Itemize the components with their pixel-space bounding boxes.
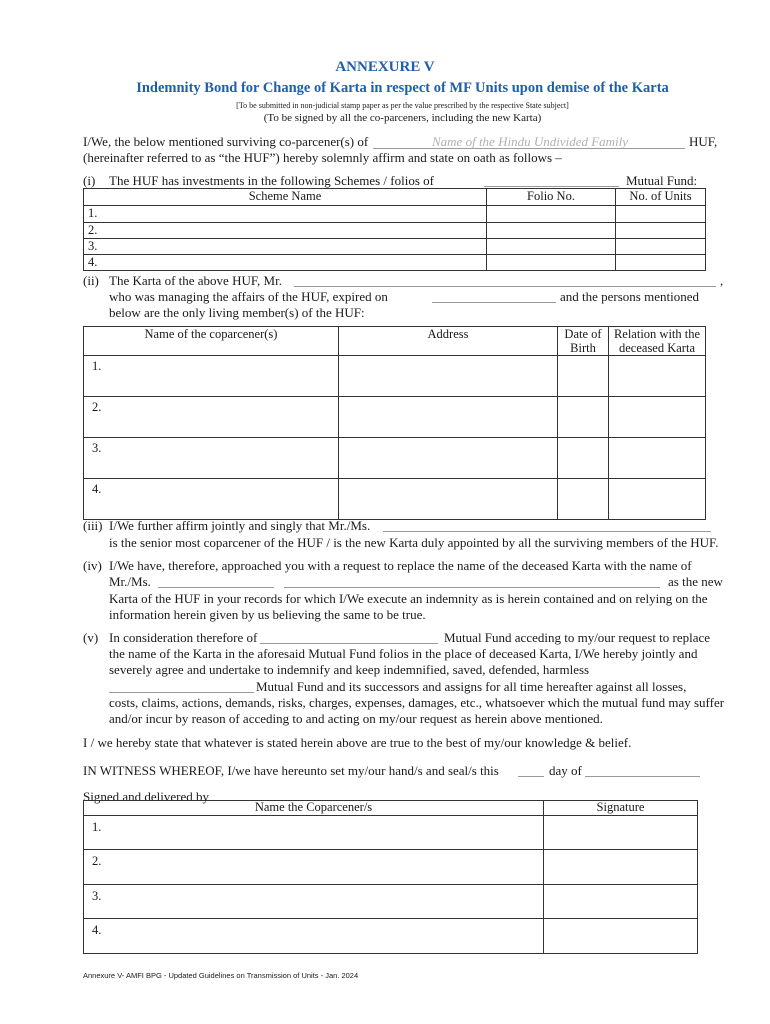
folio-cell[interactable]	[487, 206, 616, 223]
relation-cell[interactable]	[609, 479, 706, 520]
annexure-heading: ANNEXURE V	[335, 59, 435, 75]
folio-cell[interactable]	[487, 239, 616, 255]
truth-statement: I / we hereby state that whatever is stated herein above are true to the best of my/our knowledge & belief.	[83, 735, 632, 750]
address-header: Address	[339, 327, 558, 356]
section-v-line1-suffix: Mutual Fund acceding to my/our request to replace	[444, 630, 711, 645]
folio-header: Folio No.	[487, 189, 616, 206]
scheme-name-header: Scheme Name	[84, 189, 487, 206]
section-v-line5: costs, claims, actions, demands, risks, charges, expenses, damages, etc., whatsoever which the mutual fund may suffer	[109, 695, 725, 710]
section-v-line3: severely agree and undertake to indemnify and keep indemnified, saved, defended, harmless	[109, 662, 590, 677]
section-ii-number: (ii)	[83, 273, 99, 288]
table-row	[84, 816, 698, 850]
section-v-line6: and/or incur by reason of acceding to and acting on my/our request as herein above mentioned.	[109, 711, 603, 726]
row-number: 4.	[84, 919, 544, 954]
intro-line1-prefix: I/We, the below mentioned surviving co-parcener(s) of	[83, 134, 369, 149]
section-i-text: The HUF has investments in the following Schemes / folios of	[109, 173, 434, 188]
mutual-fund-field-v1[interactable]	[260, 643, 438, 644]
folio-cell[interactable]	[487, 223, 616, 239]
section-i-number: (i)	[83, 173, 96, 188]
relation-cell[interactable]	[609, 397, 706, 438]
relation-cell[interactable]	[609, 356, 706, 397]
table-row	[84, 850, 698, 885]
row-number: 4.	[84, 255, 487, 271]
row-number: 1.	[84, 206, 487, 223]
day-field[interactable]	[518, 776, 544, 777]
folio-cell[interactable]	[487, 255, 616, 271]
section-iv-line2-prefix: Mr./Ms.	[109, 574, 151, 589]
section-iv-line1: I/We have, therefore, approached you with a request to replace the name of the deceased Karta with the name of	[109, 558, 692, 573]
signature-header: Signature	[544, 801, 698, 816]
row-number: 3.	[84, 239, 487, 255]
signature-cell[interactable]	[544, 850, 698, 885]
row-number: 3.	[84, 885, 544, 919]
table-row	[84, 479, 706, 520]
dob-cell[interactable]	[558, 356, 609, 397]
signing-note: (To be signed by all the co-parceners, including the new Karta)	[263, 112, 542, 124]
units-cell[interactable]	[616, 239, 706, 255]
signature-cell[interactable]	[544, 919, 698, 954]
intro-line2: (hereinafter referred to as “the HUF”) hereby solemnly affirm and state on oath as follows –	[83, 150, 562, 165]
row-number: 1.	[84, 816, 544, 850]
section-ii-comma: ,	[720, 273, 724, 288]
units-cell[interactable]	[616, 223, 706, 239]
signatures-table	[83, 800, 698, 954]
mutual-fund-field-v2[interactable]	[109, 692, 254, 693]
section-iv-line2-suffix: as the new	[668, 574, 723, 589]
section-i-suffix: Mutual Fund:	[626, 173, 698, 188]
coparcener-name-header: Name of the coparcener(s)	[84, 327, 339, 356]
table-row	[84, 356, 706, 397]
section-iii-number: (iii)	[83, 518, 103, 533]
row-number: 1.	[84, 356, 339, 397]
dob-cell[interactable]	[558, 397, 609, 438]
mutual-fund-field-i[interactable]	[484, 186, 619, 187]
section-ii-line2-prefix: who was managing the affairs of the HUF, expired on	[109, 289, 388, 304]
senior-coparcener-field[interactable]	[383, 531, 711, 532]
row-number: 4.	[84, 479, 339, 520]
huf-name-placeholder: Name of the Hindu Undivided Family	[432, 134, 629, 149]
address-cell[interactable]	[339, 438, 558, 479]
table-row	[84, 438, 706, 479]
page-footer: Annexure V- AMFI BPG - Updated Guidelines on Transmission of Units - Jan. 2024	[83, 971, 359, 980]
units-header: No. of Units	[616, 189, 706, 206]
expiry-date-field[interactable]	[432, 302, 556, 303]
section-v-line2: the name of the Karta in the aforesaid Mutual Fund folios in the place of deceased Karta, I/We hereby jointly and	[109, 646, 698, 661]
signed-delivered-label: Signed and delivered by	[83, 789, 209, 804]
section-v-line4-suffix: Mutual Fund and its successors and assigns for all time hereafter against all losses,	[256, 679, 687, 694]
new-karta-field-b[interactable]	[284, 587, 660, 588]
coparceners-table	[83, 326, 706, 520]
table-row	[84, 223, 706, 239]
section-v-number: (v)	[83, 630, 99, 645]
units-cell[interactable]	[616, 206, 706, 223]
table-row	[84, 885, 698, 919]
table-row	[84, 239, 706, 255]
karta-name-field[interactable]	[294, 286, 716, 287]
coparcener-header: Name the Coparcener/s	[84, 801, 544, 816]
section-ii-line2-suffix: and the persons mentioned	[560, 289, 699, 304]
dob-cell[interactable]	[558, 479, 609, 520]
row-number: 2.	[84, 850, 544, 885]
dob-cell[interactable]	[558, 438, 609, 479]
address-cell[interactable]	[339, 479, 558, 520]
address-cell[interactable]	[339, 356, 558, 397]
witness-prefix: IN WITNESS WHEREOF, I/we have hereunto set my/our hand/s and seal/s this	[83, 763, 499, 778]
table-row	[84, 206, 706, 223]
dob-header: Date of Birth	[558, 327, 609, 356]
intro-line1-suffix: HUF,	[689, 134, 718, 149]
row-number: 2.	[84, 223, 487, 239]
section-v-line1-prefix: In consideration therefore of	[109, 630, 258, 645]
section-iii-line2: is the senior most coparcener of the HUF / is the new Karta duly appointed by all the surviving members of the HUF.	[109, 535, 719, 550]
relation-header: Relation with the deceased Karta	[609, 327, 706, 356]
section-ii-line1: The Karta of the above HUF, Mr.	[109, 273, 282, 288]
signature-cell[interactable]	[544, 885, 698, 919]
table-row	[84, 397, 706, 438]
row-number: 3.	[84, 438, 339, 479]
month-year-field[interactable]	[585, 776, 700, 777]
document-title: Indemnity Bond for Change of Karta in respect of MF Units upon demise of the Karta	[136, 80, 669, 96]
section-iv-line4: information herein given by us believing the same to be true.	[109, 607, 426, 622]
relation-cell[interactable]	[609, 438, 706, 479]
witness-day-of: day of	[549, 763, 582, 778]
section-iv-number: (iv)	[83, 558, 102, 573]
table-row	[84, 255, 706, 271]
section-iii-line1: I/We further affirm jointly and singly that Mr./Ms.	[109, 518, 371, 533]
units-cell[interactable]	[616, 255, 706, 271]
stamp-paper-note: [To be submitted in non-judicial stamp paper as per the value prescribed by the respective State subject]	[236, 101, 569, 110]
schemes-table	[83, 188, 706, 271]
address-cell[interactable]	[339, 397, 558, 438]
signature-cell[interactable]	[544, 816, 698, 850]
section-ii-line3: below are the only living member(s) of the HUF:	[109, 305, 365, 320]
row-number: 2.	[84, 397, 339, 438]
new-karta-field-a[interactable]	[158, 587, 274, 588]
table-row	[84, 919, 698, 954]
section-iv-line3: Karta of the HUF in your records for which I/We execute an indemnity as is herein contained and on relying on the	[109, 591, 708, 606]
